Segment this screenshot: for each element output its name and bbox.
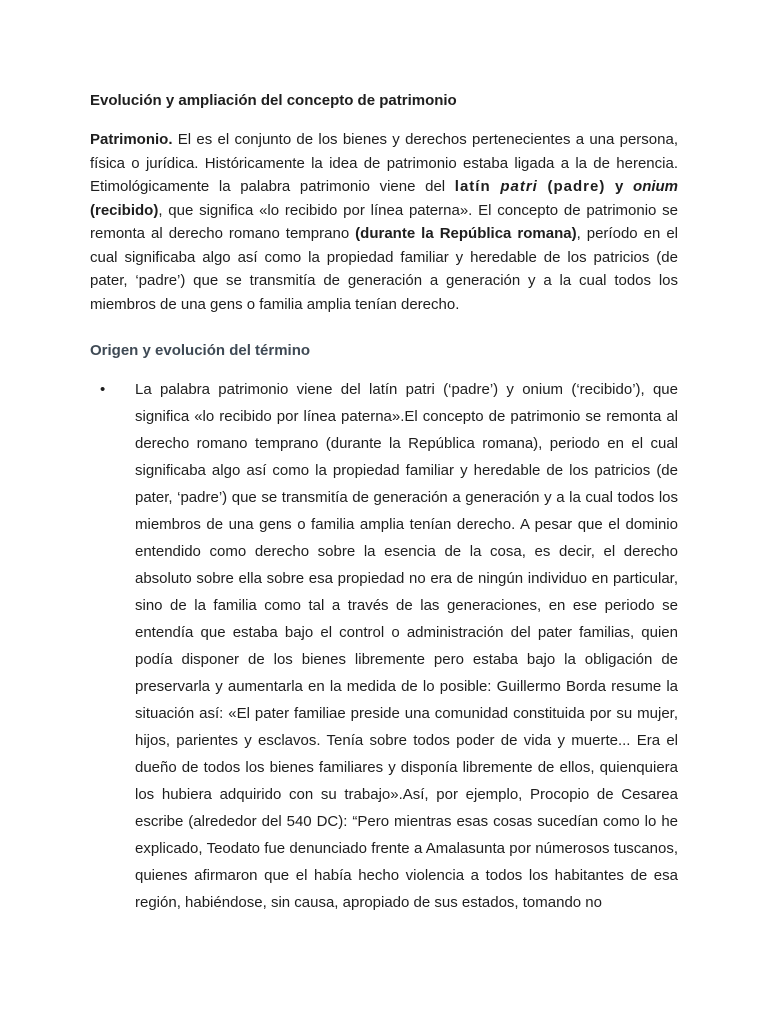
bullet-icon: • (100, 381, 106, 398)
intro-text-1: El es el conjunto de los bienes y derechos pertenecientes a una persona, física o jurídica. Históricamente la idea de patrimonio estaba ligada a la de herencia. Etimológicamente la palabra patrimonio viene del (90, 131, 678, 195)
onium-term: onium (633, 178, 679, 195)
list-item (90, 376, 678, 916)
intro-text-2: , que significa «lo recibido por línea paterna». El concepto de patrimonio se remonta al derecho romano temprano (90, 201, 678, 242)
intro-paragraph (90, 128, 678, 316)
latin-label: latín (454, 178, 491, 195)
republica-label: (durante la República romana) (355, 225, 577, 242)
term-patrimonio: Patrimonio. (90, 131, 173, 148)
section-heading: Origen y evolución del término (90, 342, 311, 359)
patri-term: patri (500, 178, 538, 195)
bullet-list (90, 376, 678, 916)
document-page (90, 91, 678, 916)
bullet-text: La palabra patrimonio viene del latín patri (‘padre’) y onium (‘recibido’), que significa «lo recibido por línea paterna».El concepto de patrimonio se remonta al derecho romano temprano (durante la República romana), periodo en el cual significaba algo así como la propiedad familiar y heredable de los patricios (de pater, ‘padre’) que se transmitía de generación a generación y a la cual todos los miembros de una gens o familia amplia tenían derecho. A pesar que el dominio entendido como derecho sobre la esencia de la cosa, es decir, el derecho absoluto sobre ella sobre esa propiedad no era de ningún individuo en particular, sino de la familia como tal a través de las generaciones, en ese periodo se entendía que estaba bajo el control o administración del pater familias, quien podía disponer de los bienes libremente pero estaba bajo la obligación de preservarla y aumentarla en la medida de lo posible: Guillermo Borda resume la situación así: «El pater familiae preside una comunidad constituida por su mujer, hijos, parientes y esclavos. Tenía sobre todos poder de vida y muerte... Era el dueño de todos los bienes familiares y disponía libremente de ellos, quienquiera los hubiera adquirido con su trabajo».Así, por ejemplo, Procopio de Cesarea escribe (alrededor del 540 DC): “Pero mientras esas cosas sucedían como lo he explicado, Teodato fue denunciado frente a Amalasunta por númerosos tuscanos, quienes afirmaron que el había hecho violencia a todos los habitantes de esa región, habiéndose, sin causa, apropiado de sus estados, tomando no (135, 381, 678, 911)
y-conjunction: y (615, 178, 624, 195)
recibido-label: (recibido) (90, 201, 159, 219)
padre-label: (padre) (547, 178, 606, 195)
document-title: Evolución y ampliación del concepto de patrimonio (90, 92, 457, 109)
intro-text-3: , período en el cual significaba algo así como la propiedad familiar y heredable de los patricios (de pater, ‘padre’) que se transmitía de generación a generación y a la cual todos los miembros de una gens o familia amplia tenían derecho. (90, 225, 678, 313)
